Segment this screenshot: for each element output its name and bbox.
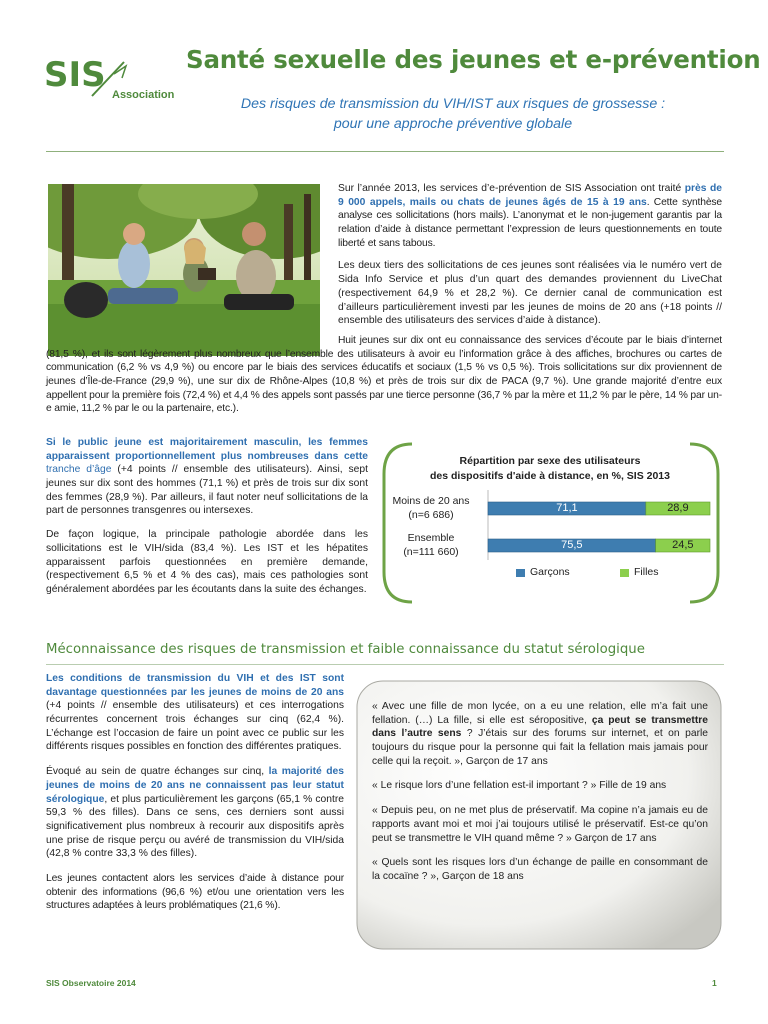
serology-paragraph: Évoqué au sein de quatre échanges sur cinq, la majorité des jeunes de moins de 20 ans ne connaissent pas leur statut sérologique, et plus particulièrement les garçons (65,1 % contre 59,3 % des filles). Dans ce sens, ces derniers sont aussi significativement plus nombreux à recourir aux dispositifs après une prise de risque perçu ou avéré de transmission du VIH/sida (42,8 % contre 33,3 % des filles).: [46, 766, 345, 860]
intro-column: [338, 182, 722, 337]
young-people-photo: [48, 184, 320, 356]
bar-label-girls-1: 24,5: [672, 539, 694, 551]
legend-swatch-girls: [620, 569, 629, 577]
pathology-paragraph: De façon logique, la principale pathologie abordée dans les sollicitations est le VIH/sida (83,4 %). Les IST et les hépatites apparaissent parfois questionnées en première demande, (respectivement 6,5 % et 4 % des cas), mais ces pathologies sont généralement abordées par les écoutants dans la suite des échanges.: [46, 529, 368, 595]
page-subtitle: [186, 95, 720, 135]
quote-1: « Avec une fille de mon lycée, on a eu une relation, elle m’a fait une fellation. (…) La fille, si elle est séropositive, ça peut se transmettre dans l’autre sens ? J’étais sur des forums sur internet, et on parle toujours du risque pour la personne qui fait la fellation mais jamais pour celle qui la reçoit. », Garçon de 17 ans: [372, 701, 709, 767]
chart-title-line-2: des dispositifs d'aide à distance, en %, SIS 2013: [429, 469, 670, 482]
gender-distribution-chart: [380, 440, 722, 606]
gender-paragraph: Si le public jeune est majoritairement masculin, les femmes apparaissent proportionnellement plus nombreuses dans cette tranche d’âge (+4 points // ensemble des utilisateurs). Ainsi, sept jeunes sur dix sont des hommes (71,1 %) et près de trois sur dix sont des femmes (28,9 %). Par ailleurs, il faut noter neuf sollicitations de la part de personnes transgenres ou intersexes.: [46, 437, 368, 517]
section-divider: [46, 664, 724, 665]
logo-text: SIS: [44, 55, 106, 95]
section-title: Méconnaissance des risques de transmission et faible connaissance du statut sérologique: [46, 642, 645, 657]
intro-paragraph-3-wrap: [46, 334, 722, 416]
quote-2: « Le risque lors d’une fellation est-il important ? » Fille de 19 ans: [372, 780, 667, 792]
chart-title-line-1: Répartition par sexe des utilisateurs: [459, 455, 641, 467]
subtitle-line-1: Des risques de transmission du VIH/IST aux risques de grossesse :: [240, 96, 666, 112]
page-title: Santé sexuelle des jeunes et e-prévention: [186, 45, 761, 74]
quotes-text: [372, 700, 708, 895]
legend-boys: Garçons: [516, 566, 570, 580]
intro-paragraph-2: Les deux tiers des sollicitations de ces jeunes sont réalisées via le numéro vert de Sida Info Service et plus d’un quart des demandes proviennent du LiveChat (respectivement 64,9 % et 28,2 %). Ce dernier canal de communication est d’ailleurs particulièrement investi par les jeunes de moins de 20 ans (+18 points // ensemble des utilisateurs des services d’aide à distance).: [338, 260, 722, 327]
quotes-box: [356, 680, 722, 950]
bar-label-girls-0: 28,9: [667, 502, 689, 514]
transmission-paragraph: Les conditions de transmission du VIH et des IST sont davantage questionnées par les jeunes de moins de 20 ans (+4 points // ensemble des utilisateurs) et ces interrogations récurrentes concernent trois échanges sur cinq (62,4 %). L’échange est l’occasion de faire un point avec ce public sur les différents risques possibles en fonction des différentes pratiques.: [46, 673, 344, 753]
footer-source: SIS Observatoire 2014: [46, 978, 136, 988]
category-label-all: Ensemble (n=111 660): [403, 532, 459, 559]
subtitle-line-2: pour une approche préventive globale: [333, 115, 573, 132]
transmission-column: [46, 672, 344, 924]
legend-girls: Filles: [620, 566, 659, 580]
page-number: 1: [712, 978, 717, 988]
legend-swatch-boys: [516, 569, 525, 577]
bar-label-boys-1: 75,5: [561, 539, 583, 551]
header-divider: [46, 151, 724, 152]
logo-subtext: Association: [112, 89, 175, 101]
intro-paragraph-3: Huit jeunes sur dix ont eu connaissance des services d’écoute par le biais d’internet (81,5 %), et ils sont légèrement plus nombreux que l’ensemble des utilisateurs à avoir eu l’information grâce à des affiches, brochures ou cartes de communication (6,2 % vs 4,9 %) ou encore par le biais des services éducatifs et sociaux (1,5 % vs 0,5 %). Trois sollicitations sur dix proviennent de jeunes d’Île-de-France (29,9 %), une sur dix de Rhône-Alpes (10,8 %) et près de trois sur dix de PACA (9,7 %). Une grande majorité d’entre eux appellent pour la première fois (72,4 %) et 4,4 % des appels sont passés par une tierce personne (36,7 % par la mère et 11,2 % par le père, 14 % par un-e amie, 11,2 % par le ou la partenaire, etc.).: [46, 335, 722, 415]
quote-4: « Quels sont les risques lors d’un échange de paille en consommant de la cocaïne ? », Garçon de 18 ans: [372, 857, 708, 882]
intro-paragraph-1: Sur l’année 2013, les services d’e-prévention de SIS Association ont traité près de 9 000 appels, mails ou chats de jeunes âgés de 15 à 19 ans. Cette synthèse analyse ces sollicitations (hors mails). L’anonymat et le non-jugement garantis par la relation d’aide à distance permettant l’expression de leurs questionnements en toute liberté et sans tabous.: [338, 183, 722, 249]
gender-column: [46, 436, 368, 607]
sis-association-logo: [42, 52, 182, 102]
contact-paragraph: Les jeunes contactent alors les services d’aide à distance pour obtenir des informations (96,6 %) et/ou une orientation vers les structures adaptées à leurs problématiques (21,6 %).: [46, 872, 344, 912]
quote-3: « Depuis peu, on ne met plus de préservatif. Ma copine n’a jamais eu de rapports avant moi et moi j’ai toujours utilisé le préservatif. Est-ce qu’on peut se transmettre le VIH quand même ? » Garçon de 17 ans: [372, 805, 708, 844]
chart-title: [400, 454, 700, 483]
bar-label-boys-0: 71,1: [556, 502, 578, 514]
category-label-under-20: Moins de 20 ans (n=6 686): [392, 495, 470, 522]
